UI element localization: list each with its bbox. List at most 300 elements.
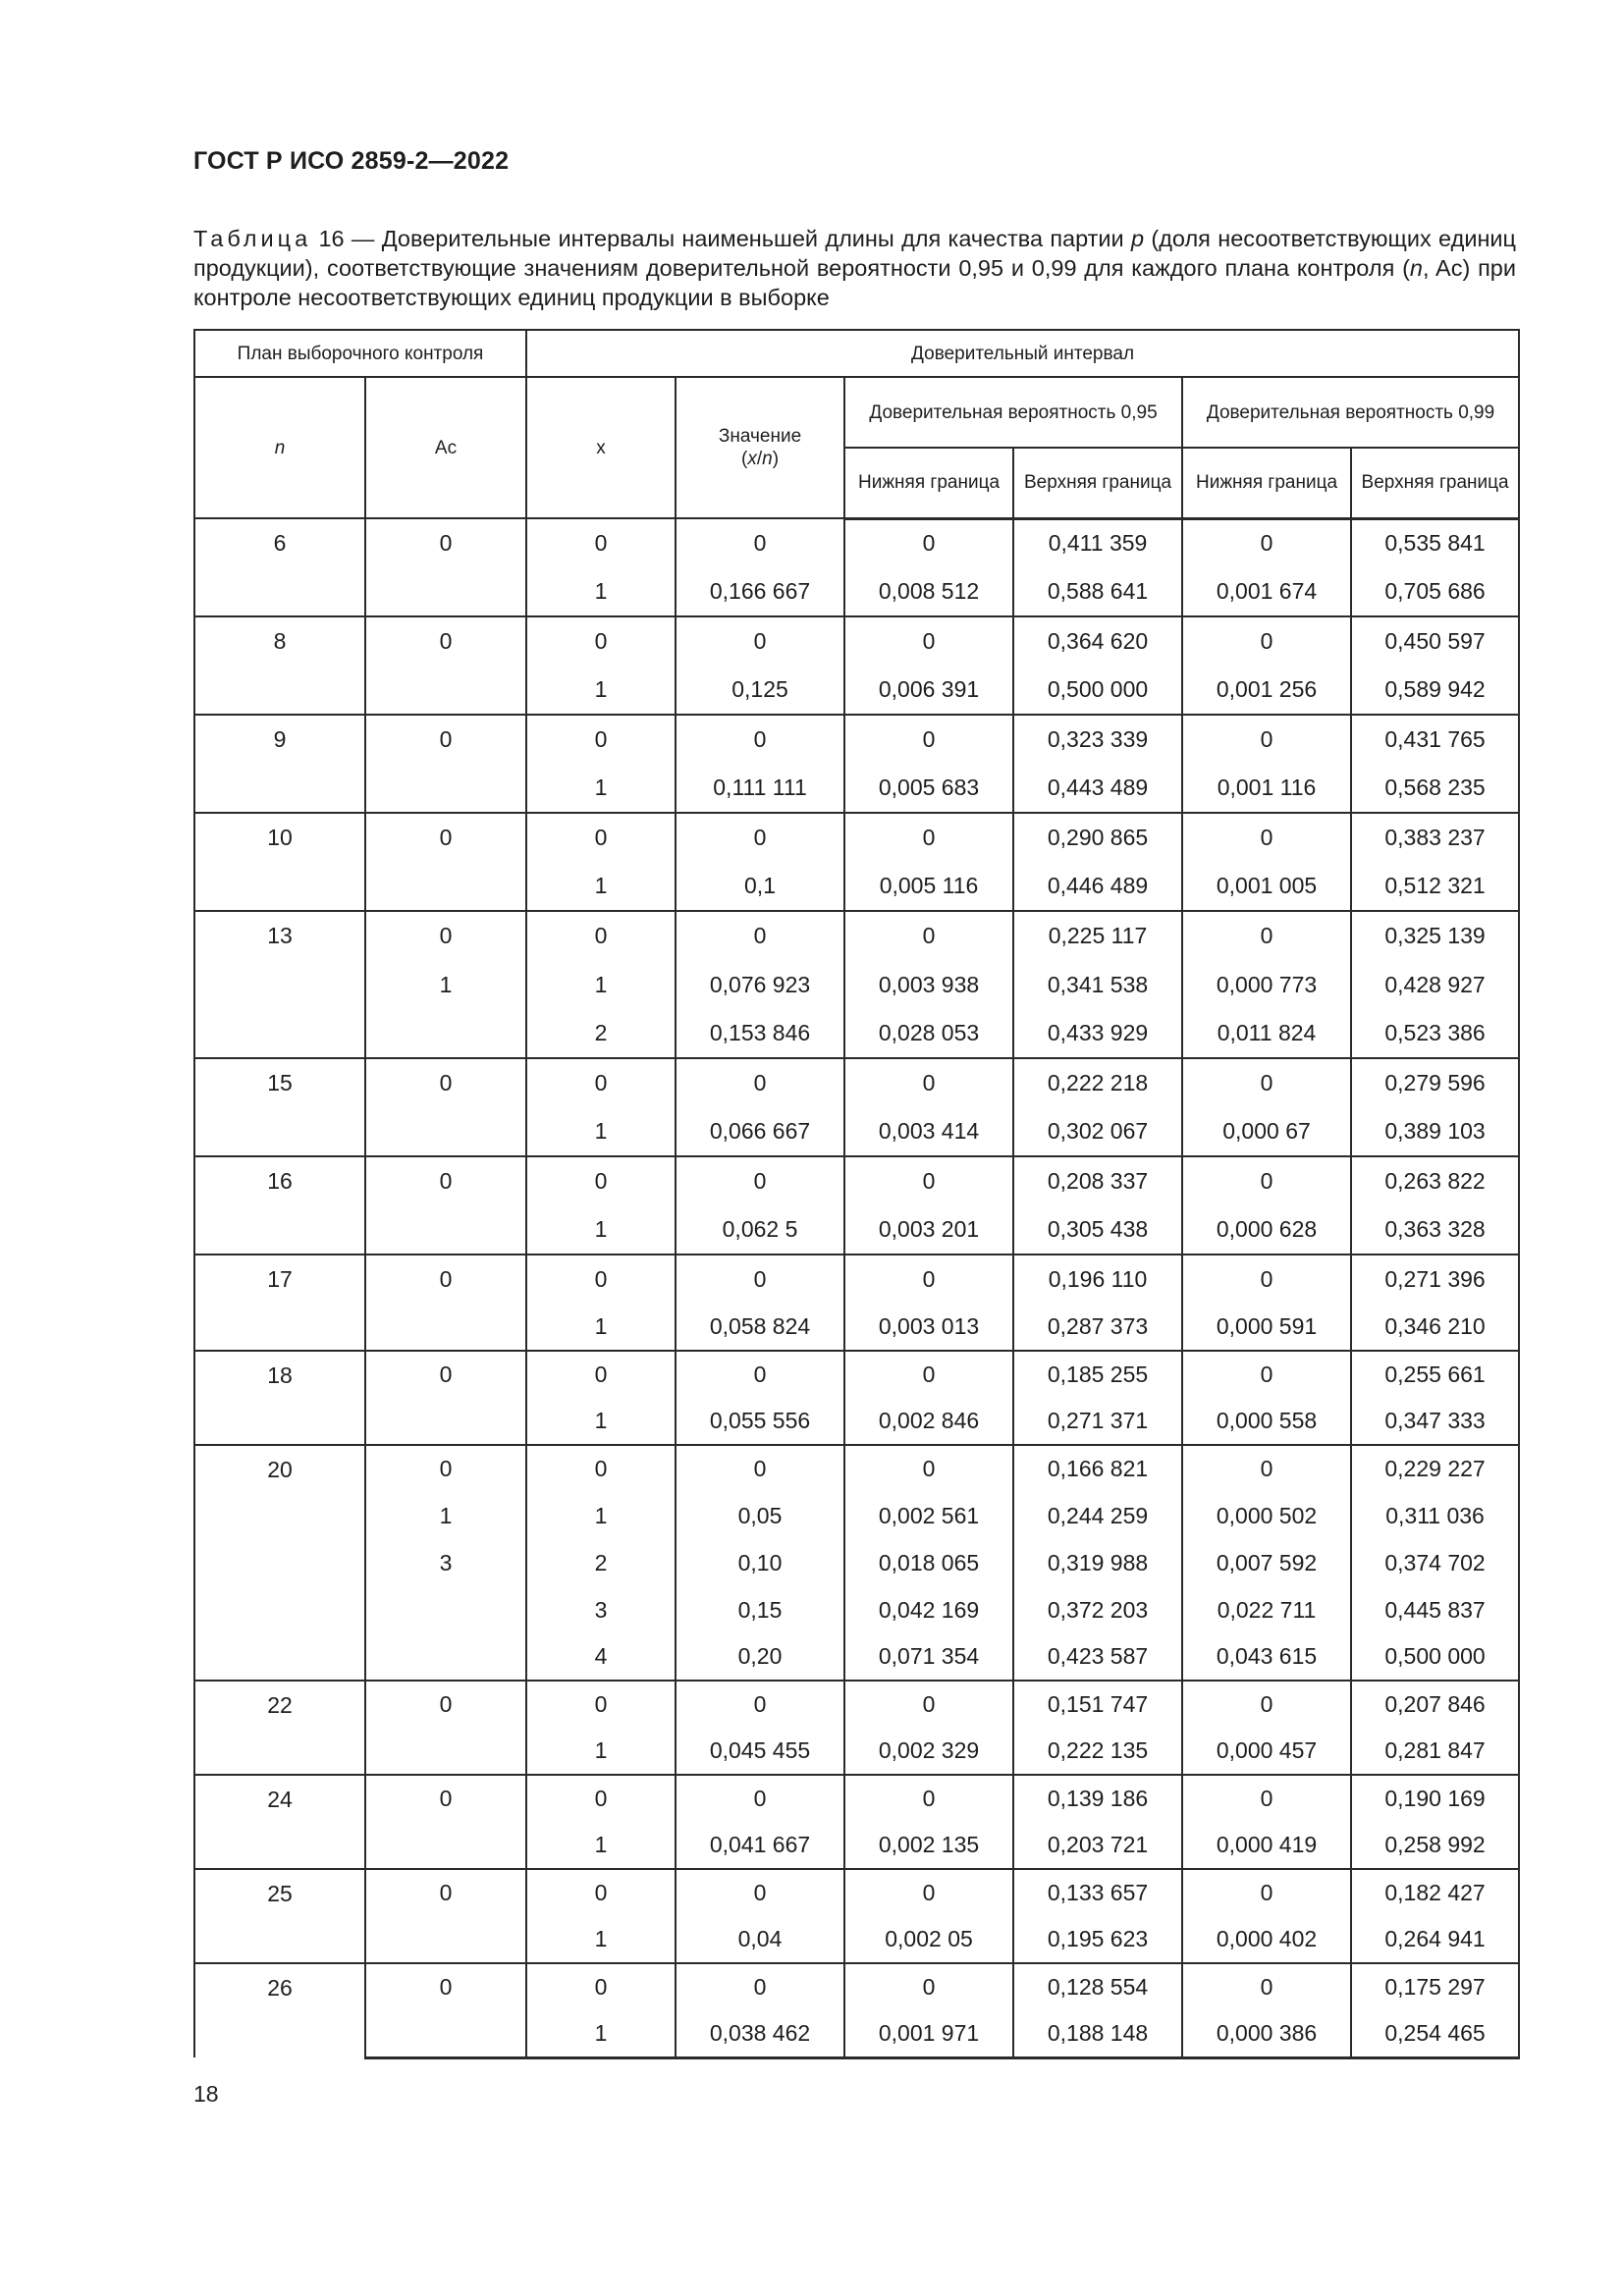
cell-u95: 0,341 538 [1013, 960, 1182, 1009]
cell-u95: 0,185 255 [1013, 1351, 1182, 1398]
cell-u95: 0,195 623 [1013, 1916, 1182, 1963]
header-n [194, 377, 365, 518]
cell-x: 0 [526, 911, 676, 960]
cell-x: 0 [526, 1869, 676, 1916]
cell-x: 2 [526, 1009, 676, 1058]
cell-u95: 0,323 339 [1013, 715, 1182, 764]
cell-u99: 0,182 427 [1351, 1869, 1519, 1916]
cell-n: 15 [194, 1058, 365, 1156]
caption-symbol-p: p [1131, 226, 1145, 251]
cell-ac: 0 [365, 1681, 526, 1728]
cell-l95: 0,018 065 [844, 1539, 1013, 1586]
cell-l99: 0,000 386 [1182, 2010, 1351, 2057]
header-ac: Ac [365, 377, 526, 518]
cell-l99: 0,007 592 [1182, 1539, 1351, 1586]
cell-u99: 0,363 328 [1351, 1205, 1519, 1255]
cell-u95: 0,364 620 [1013, 616, 1182, 666]
cell-u95: 0,302 067 [1013, 1107, 1182, 1156]
cell-value: 0 [676, 1963, 844, 2010]
header-probability-095: Доверительная вероятность 0,95 [844, 377, 1182, 448]
cell-value: 0,045 455 [676, 1728, 844, 1775]
cell-ac: 1 [365, 960, 526, 1009]
cell-x: 0 [526, 715, 676, 764]
cell-u95: 0,203 721 [1013, 1822, 1182, 1869]
cell-x: 1 [526, 960, 676, 1009]
cell-l99: 0,000 457 [1182, 1728, 1351, 1775]
table-row [194, 1107, 1519, 1156]
cell-n: 22 [194, 1681, 365, 1775]
cell-l95: 0,001 971 [844, 2010, 1013, 2057]
cell-l99: 0,011 824 [1182, 1009, 1351, 1058]
cell-x: 4 [526, 1633, 676, 1681]
cell-ac [365, 1916, 526, 1963]
cell-ac: 0 [365, 1869, 526, 1916]
cell-l99: 0,000 773 [1182, 960, 1351, 1009]
document-header: ГОСТ Р ИСО 2859-2—2022 [193, 147, 510, 175]
cell-l99: 0,000 402 [1182, 1916, 1351, 1963]
cell-u99: 0,254 465 [1351, 2010, 1519, 2057]
cell-ac [365, 1107, 526, 1156]
table-row [194, 715, 1519, 764]
cell-x: 0 [526, 1963, 676, 2010]
cell-u95: 0,319 988 [1013, 1539, 1182, 1586]
table-row [194, 960, 1519, 1009]
cell-l99: 0 [1182, 715, 1351, 764]
cell-u99: 0,523 386 [1351, 1009, 1519, 1058]
cell-n: 10 [194, 813, 365, 911]
cell-u99: 0,589 942 [1351, 666, 1519, 715]
cell-value: 0,038 462 [676, 2010, 844, 2057]
cell-x: 0 [526, 518, 676, 567]
cell-u99: 0,264 941 [1351, 1916, 1519, 1963]
cell-ac: 0 [365, 1445, 526, 1492]
cell-value: 0,05 [676, 1492, 844, 1539]
cell-l95: 0 [844, 1869, 1013, 1916]
caption-text-2: (доля несоответствующих единиц продукции), соответствующие значениям доверительной вероятности 0,95 и 0,99 для каждого плана контроля ( [193, 226, 1517, 281]
cell-ac [365, 1586, 526, 1633]
cell-l99: 0,000 558 [1182, 1398, 1351, 1445]
cell-l99: 0 [1182, 1156, 1351, 1205]
cell-x: 1 [526, 1822, 676, 1869]
cell-l99: 0 [1182, 616, 1351, 666]
cell-l95: 0 [844, 1445, 1013, 1492]
cell-x: 0 [526, 1775, 676, 1822]
cell-ac: 0 [365, 616, 526, 666]
cell-x: 1 [526, 1304, 676, 1351]
cell-u99: 0,383 237 [1351, 813, 1519, 862]
cell-l99: 0 [1182, 1681, 1351, 1728]
cell-value: 0,058 824 [676, 1304, 844, 1351]
cell-u99: 0,445 837 [1351, 1586, 1519, 1633]
cell-u95: 0,151 747 [1013, 1681, 1182, 1728]
cell-x: 2 [526, 1539, 676, 1586]
cell-n: 18 [194, 1351, 365, 1445]
cell-x: 0 [526, 1681, 676, 1728]
cell-u95: 0,305 438 [1013, 1205, 1182, 1255]
cell-ac [365, 666, 526, 715]
cell-l95: 0,042 169 [844, 1586, 1013, 1633]
cell-value: 0 [676, 1681, 844, 1728]
cell-l95: 0 [844, 1681, 1013, 1728]
header-value-unit-slash: / [756, 449, 763, 469]
cell-n: 16 [194, 1156, 365, 1255]
header-value [676, 377, 844, 518]
cell-n: 24 [194, 1775, 365, 1869]
cell-l95: 0 [844, 1156, 1013, 1205]
cell-u99: 0,175 297 [1351, 1963, 1519, 2010]
cell-l95: 0,006 391 [844, 666, 1013, 715]
table-row [194, 1539, 1519, 1586]
cell-l99: 0,001 674 [1182, 567, 1351, 616]
cell-value: 0 [676, 1255, 844, 1304]
cell-u95: 0,588 641 [1013, 567, 1182, 616]
cell-ac [365, 764, 526, 813]
cell-ac: 0 [365, 1156, 526, 1205]
cell-l99: 0 [1182, 1058, 1351, 1107]
table-row [194, 862, 1519, 911]
cell-u95: 0,139 186 [1013, 1775, 1182, 1822]
table-row [194, 1009, 1519, 1058]
cell-ac: 1 [365, 1492, 526, 1539]
cell-value: 0 [676, 616, 844, 666]
header-value-unit-x: x [747, 449, 757, 469]
cell-x: 1 [526, 1205, 676, 1255]
cell-u99: 0,207 846 [1351, 1681, 1519, 1728]
cell-u95: 0,433 929 [1013, 1009, 1182, 1058]
cell-value: 0,1 [676, 862, 844, 911]
table-row [194, 1058, 1519, 1107]
cell-value: 0,066 667 [676, 1107, 844, 1156]
cell-u99: 0,347 333 [1351, 1398, 1519, 1445]
cell-u95: 0,446 489 [1013, 862, 1182, 911]
cell-u99: 0,311 036 [1351, 1492, 1519, 1539]
cell-u95: 0,225 117 [1013, 911, 1182, 960]
table-row [194, 1728, 1519, 1775]
table-row [194, 1586, 1519, 1633]
cell-value: 0,055 556 [676, 1398, 844, 1445]
cell-x: 3 [526, 1586, 676, 1633]
cell-u99: 0,190 169 [1351, 1775, 1519, 1822]
cell-l99: 0 [1182, 518, 1351, 567]
cell-value: 0,111 111 [676, 764, 844, 813]
cell-u99: 0,374 702 [1351, 1539, 1519, 1586]
cell-u95: 0,290 865 [1013, 813, 1182, 862]
page-number: 18 [193, 2081, 219, 2107]
caption-text-3: , Ac) при контроле несоответствующих единиц продукции в выборке [193, 255, 1516, 310]
header-lower-095: Нижняя граница [844, 448, 1013, 518]
cell-u95: 0,128 554 [1013, 1963, 1182, 2010]
table-row [194, 2010, 1519, 2057]
cell-u99: 0,512 321 [1351, 862, 1519, 911]
header-n-symbol: n [274, 437, 286, 458]
cell-u99: 0,428 927 [1351, 960, 1519, 1009]
cell-ac [365, 1822, 526, 1869]
cell-l95: 0 [844, 616, 1013, 666]
cell-ac [365, 1728, 526, 1775]
caption-number: 16 [318, 226, 345, 251]
cell-ac [365, 567, 526, 616]
cell-x: 0 [526, 1255, 676, 1304]
cell-value: 0 [676, 911, 844, 960]
cell-value: 0,041 667 [676, 1822, 844, 1869]
table-caption [193, 224, 1516, 312]
table-row [194, 1445, 1519, 1492]
cell-ac: 0 [365, 715, 526, 764]
cell-u95: 0,244 259 [1013, 1492, 1182, 1539]
cell-ac: 0 [365, 1058, 526, 1107]
cell-value: 0,10 [676, 1539, 844, 1586]
cell-u95: 0,443 489 [1013, 764, 1182, 813]
cell-u99: 0,325 139 [1351, 911, 1519, 960]
cell-ac: 0 [365, 1963, 526, 2010]
cell-value: 0 [676, 1775, 844, 1822]
cell-x: 1 [526, 764, 676, 813]
header-lower-099: Нижняя граница [1182, 448, 1351, 518]
cell-x: 1 [526, 2010, 676, 2057]
cell-ac: 0 [365, 1351, 526, 1398]
cell-u95: 0,271 371 [1013, 1398, 1182, 1445]
cell-x: 1 [526, 666, 676, 715]
cell-x: 1 [526, 1728, 676, 1775]
header-probability-099: Доверительная вероятность 0,99 [1182, 377, 1519, 448]
cell-x: 0 [526, 1351, 676, 1398]
cell-l99: 0,022 711 [1182, 1586, 1351, 1633]
cell-l99: 0,000 628 [1182, 1205, 1351, 1255]
cell-l95: 0 [844, 1963, 1013, 2010]
cell-l99: 0 [1182, 1775, 1351, 1822]
cell-l95: 0,002 135 [844, 1822, 1013, 1869]
cell-n: 20 [194, 1445, 365, 1681]
cell-u95: 0,500 000 [1013, 666, 1182, 715]
cell-l95: 0 [844, 813, 1013, 862]
cell-ac: 0 [365, 911, 526, 960]
cell-x: 1 [526, 567, 676, 616]
cell-l95: 0 [844, 518, 1013, 567]
cell-value: 0 [676, 1351, 844, 1398]
cell-u95: 0,133 657 [1013, 1869, 1182, 1916]
cell-l99: 0 [1182, 1445, 1351, 1492]
cell-n: 25 [194, 1869, 365, 1963]
cell-u99: 0,279 596 [1351, 1058, 1519, 1107]
cell-u99: 0,229 227 [1351, 1445, 1519, 1492]
cell-l99: 0 [1182, 911, 1351, 960]
cell-l99: 0,043 615 [1182, 1633, 1351, 1681]
cell-x: 1 [526, 1492, 676, 1539]
cell-ac: 0 [365, 1255, 526, 1304]
header-value-unit-n: n [762, 449, 773, 469]
cell-n: 26 [194, 1963, 365, 2057]
cell-x: 1 [526, 1916, 676, 1963]
cell-u95: 0,222 135 [1013, 1728, 1182, 1775]
cell-l95: 0,005 683 [844, 764, 1013, 813]
table-row [194, 666, 1519, 715]
cell-value: 0,15 [676, 1586, 844, 1633]
cell-u95: 0,287 373 [1013, 1304, 1182, 1351]
cell-value: 0,20 [676, 1633, 844, 1681]
header-confidence-interval: Доверительный интервал [526, 330, 1519, 377]
cell-u95: 0,166 821 [1013, 1445, 1182, 1492]
cell-x: 1 [526, 1107, 676, 1156]
table-row [194, 1822, 1519, 1869]
cell-n: 13 [194, 911, 365, 1058]
cell-x: 1 [526, 1398, 676, 1445]
cell-l95: 0,002 05 [844, 1916, 1013, 1963]
cell-l99: 0,000 419 [1182, 1822, 1351, 1869]
cell-l95: 0,005 116 [844, 862, 1013, 911]
cell-x: 0 [526, 1058, 676, 1107]
cell-x: 1 [526, 862, 676, 911]
header-x: x [526, 377, 676, 518]
table-row [194, 1351, 1519, 1398]
cell-l99: 0,001 005 [1182, 862, 1351, 911]
cell-u99: 0,255 661 [1351, 1351, 1519, 1398]
cell-value: 0 [676, 518, 844, 567]
table-row [194, 1492, 1519, 1539]
cell-n: 6 [194, 518, 365, 616]
cell-l99: 0,001 256 [1182, 666, 1351, 715]
cell-value: 0 [676, 1156, 844, 1205]
cell-u99: 0,431 765 [1351, 715, 1519, 764]
cell-ac [365, 1304, 526, 1351]
header-sampling-plan: План выборочного контроля [194, 330, 526, 377]
table-row [194, 616, 1519, 666]
cell-ac: 3 [365, 1539, 526, 1586]
cell-l99: 0,000 502 [1182, 1492, 1351, 1539]
cell-value: 0 [676, 715, 844, 764]
cell-l95: 0,003 414 [844, 1107, 1013, 1156]
cell-u95: 0,188 148 [1013, 2010, 1182, 2057]
cell-value: 0 [676, 813, 844, 862]
cell-ac [365, 1009, 526, 1058]
cell-n: 9 [194, 715, 365, 813]
cell-l95: 0,002 846 [844, 1398, 1013, 1445]
caption-text-1: — Доверительные интервалы наименьшей длины для качества партии [344, 226, 1131, 251]
confidence-interval-table [193, 329, 1520, 2059]
cell-l99: 0 [1182, 1255, 1351, 1304]
cell-value: 0,125 [676, 666, 844, 715]
table-row [194, 1963, 1519, 2010]
cell-u95: 0,208 337 [1013, 1156, 1182, 1205]
table-body [194, 518, 1519, 2057]
cell-l95: 0,003 201 [844, 1205, 1013, 1255]
table-row [194, 1205, 1519, 1255]
table-row [194, 1255, 1519, 1304]
cell-x: 0 [526, 616, 676, 666]
cell-u99: 0,281 847 [1351, 1728, 1519, 1775]
table-row [194, 764, 1519, 813]
cell-u95: 0,196 110 [1013, 1255, 1182, 1304]
cell-u99: 0,271 396 [1351, 1255, 1519, 1304]
cell-x: 0 [526, 813, 676, 862]
cell-l95: 0,028 053 [844, 1009, 1013, 1058]
cell-x: 0 [526, 1156, 676, 1205]
cell-l95: 0 [844, 1255, 1013, 1304]
header-upper-099: Верхняя граница [1351, 448, 1519, 518]
header-value-unit-close: ) [772, 449, 780, 469]
cell-l95: 0,003 013 [844, 1304, 1013, 1351]
cell-l95: 0,008 512 [844, 567, 1013, 616]
cell-value: 0 [676, 1445, 844, 1492]
cell-u99: 0,258 992 [1351, 1822, 1519, 1869]
cell-ac [365, 862, 526, 911]
cell-l95: 0,003 938 [844, 960, 1013, 1009]
cell-l99: 0 [1182, 1869, 1351, 1916]
cell-l95: 0,071 354 [844, 1633, 1013, 1681]
cell-l99: 0,001 116 [1182, 764, 1351, 813]
cell-value: 0 [676, 1058, 844, 1107]
table-row [194, 813, 1519, 862]
cell-l95: 0 [844, 911, 1013, 960]
cell-value: 0,153 846 [676, 1009, 844, 1058]
cell-n: 17 [194, 1255, 365, 1351]
caption-symbol-n: n [1409, 255, 1423, 281]
table-row [194, 1775, 1519, 1822]
cell-u99: 0,500 000 [1351, 1633, 1519, 1681]
cell-l99: 0,000 67 [1182, 1107, 1351, 1156]
table-row [194, 1156, 1519, 1205]
header-value-label: Значение [718, 426, 802, 447]
cell-value: 0,166 667 [676, 567, 844, 616]
cell-x: 0 [526, 1445, 676, 1492]
table-row [194, 567, 1519, 616]
cell-value: 0,076 923 [676, 960, 844, 1009]
cell-u99: 0,389 103 [1351, 1107, 1519, 1156]
cell-n: 8 [194, 616, 365, 715]
table-row [194, 518, 1519, 567]
cell-u99: 0,568 235 [1351, 764, 1519, 813]
cell-l95: 0 [844, 1058, 1013, 1107]
cell-u99: 0,450 597 [1351, 616, 1519, 666]
cell-u95: 0,423 587 [1013, 1633, 1182, 1681]
cell-l99: 0 [1182, 1351, 1351, 1398]
cell-u99: 0,263 822 [1351, 1156, 1519, 1205]
table-row [194, 911, 1519, 960]
cell-l95: 0 [844, 1775, 1013, 1822]
cell-ac: 0 [365, 1775, 526, 1822]
cell-l99: 0 [1182, 1963, 1351, 2010]
cell-l95: 0 [844, 715, 1013, 764]
table-row [194, 1681, 1519, 1728]
cell-l95: 0,002 329 [844, 1728, 1013, 1775]
cell-u99: 0,535 841 [1351, 518, 1519, 567]
caption-label: Таблица [193, 226, 312, 251]
cell-l99: 0 [1182, 813, 1351, 862]
cell-value: 0 [676, 1869, 844, 1916]
header-upper-095: Верхняя граница [1013, 448, 1182, 518]
cell-ac [365, 1398, 526, 1445]
table-row [194, 1398, 1519, 1445]
cell-ac [365, 1205, 526, 1255]
cell-l99: 0,000 591 [1182, 1304, 1351, 1351]
cell-l95: 0,002 561 [844, 1492, 1013, 1539]
cell-ac [365, 1633, 526, 1681]
table-row [194, 1916, 1519, 1963]
cell-u95: 0,411 359 [1013, 518, 1182, 567]
cell-value: 0,04 [676, 1916, 844, 1963]
table-row [194, 1633, 1519, 1681]
cell-value: 0,062 5 [676, 1205, 844, 1255]
cell-u99: 0,346 210 [1351, 1304, 1519, 1351]
table-row [194, 1304, 1519, 1351]
cell-ac: 0 [365, 518, 526, 567]
cell-ac: 0 [365, 813, 526, 862]
cell-u99: 0,705 686 [1351, 567, 1519, 616]
cell-ac [365, 2010, 526, 2057]
cell-u95: 0,372 203 [1013, 1586, 1182, 1633]
table-row [194, 1869, 1519, 1916]
cell-u95: 0,222 218 [1013, 1058, 1182, 1107]
header-value-unit-open: ( [741, 449, 748, 469]
